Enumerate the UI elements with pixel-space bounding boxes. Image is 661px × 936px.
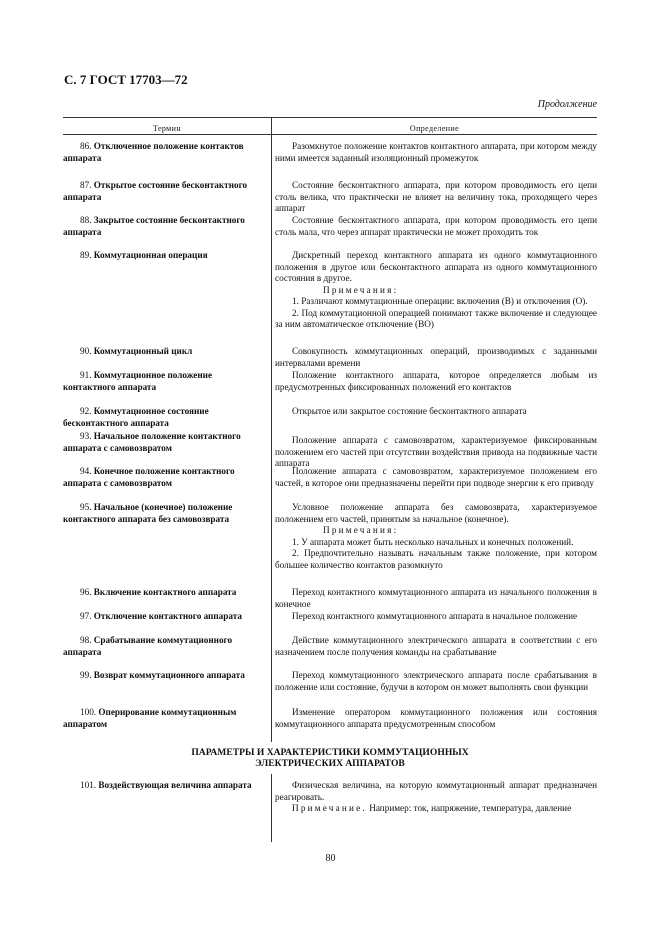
note-label: Примечание. (292, 803, 367, 813)
definition-cell: Разомкнутое положение контактов контактного аппарата, при котором между ними имеется заданный изоляционный промежуток (275, 141, 597, 163)
column-header-term: Термин (152, 124, 182, 133)
definition-cell: Совокупность коммутационных операций, производимых с заданными интервалами времени (275, 346, 597, 368)
definition-cell: Открытое или закрытое состояние бесконтактного аппарата (292, 406, 527, 416)
column-header-definition: Определение (409, 124, 460, 133)
table-header-rule (63, 134, 597, 135)
definition-cell: Переход коммутационного электрического аппарата после срабатывания в положение или состояние, будучи в котором он может выполнять свои функции (275, 670, 597, 692)
term-cell: 96. Включение контактного аппарата (80, 587, 237, 597)
term-cell: 86. Отключенное положение контактов аппарата (63, 141, 244, 163)
definition-cell: Положение аппарата с самовозвратом, характеризуемое фиксированным положением его частей при отсутствии воздействия привода на подвижные части аппарата (275, 435, 597, 468)
term-cell: 98. Срабатывание коммутационного аппарата (63, 635, 233, 657)
term-cell: 91. Коммутационное положение контактного аппарата (63, 370, 213, 392)
term-cell: 92. Коммутационное состояние бесконтактного аппарата (63, 406, 209, 428)
definition-cell: Положение аппарата с самовозвратом, характеризуемое положением его частей, в которое они предназначены перейти при подводе энергии к его приводу (275, 466, 597, 488)
definition-cell: Дискретный переход контактного аппарата из одного коммутационного положения в другое или бесконтактного аппарата из одного коммутационного состояния в другое. Примечания: 1. Различают коммутационные операции: включения (В) и отключения (О). 2. Под коммутационной операцией понимают также включение и следующее за ним автоматическое отключение (ВО) (275, 250, 597, 329)
term-cell: 94. Конечное положение контактного аппарата с самовозвратом (63, 466, 235, 488)
definition-cell: Состояние бесконтактного аппарата, при котором проводимость его цепи столь мала, что через аппарат практически не может проходить ток (275, 215, 597, 237)
definition-cell: Состояние бесконтактного аппарата, при котором проводимость его цепи столь велика, что практически не влияет на величину тока, проходящего через аппарат (275, 180, 597, 213)
term-cell: 101. Воздействующая величина аппарата (80, 780, 252, 790)
term-cell: 93. Начальное положение контактного аппарата с самовозвратом (63, 431, 241, 453)
term-cell: 100. Оперирование коммутационным аппаратом (63, 707, 237, 729)
section-title: ПАРАМЕТРЫ И ХАРАКТЕРИСТИКИ КОММУТАЦИОННЫХ ЭЛЕКТРИЧЕСКИХ АППАРАТОВ (191, 747, 469, 769)
term-cell: 87. Открытое состояние бесконтактного аппарата (63, 180, 248, 202)
definition-cell: Положение контактного аппарата, которое определяется любым из предусмотренных фиксированных положений его контактов (275, 370, 597, 392)
continuation-label: Продолжение (537, 99, 597, 110)
term-cell: 88. Закрытое состояние бесконтактного аппарата (63, 215, 245, 237)
column-divider (271, 117, 272, 742)
term-cell: 89. Коммутационная операция (80, 250, 208, 260)
definition-cell: Действие коммутационного электрического аппарата в соответствии с его назначением после получения команды на срабатывание (275, 635, 597, 657)
table-top-rule (63, 117, 597, 118)
note-label: Примечания: (323, 525, 399, 535)
page-number: 80 (325, 853, 336, 864)
definition-cell: Физическая величина, на которую коммутационный аппарат предназначен реагировать. Примечание. Например: ток, напряжение, температура, давление (275, 780, 597, 813)
term-cell: 90. Коммутационный цикл (80, 346, 193, 356)
definition-cell: Условное положение аппарата без самовозврата, характеризуемое положением его частей, принятым за начальное (конечное). Примечания: 1. У аппарата может быть несколько начальных и конечных положений. 2. Предпочтительно называть начальным также положение, при котором большее количество контактов разомкнуто (275, 502, 597, 570)
definition-cell: Переход контактного коммутационного аппарата из начального положения в конечное (275, 587, 597, 609)
term-cell: 99. Возврат коммутационного аппарата (80, 670, 245, 680)
column-divider-lower (271, 774, 272, 842)
definition-cell: Изменение оператором коммутационного положения или состояния коммутационного аппарата предусмотренным способом (275, 707, 597, 729)
term-cell: 97. Отключение контактного аппарата (80, 611, 242, 621)
note-label: Примечания: (323, 284, 399, 295)
term-cell: 95. Начальное (конечное) положение контактного аппарата без самовозврата (63, 502, 233, 524)
definition-cell: Переход контактного коммутационного аппарата в начальное положение (292, 611, 578, 621)
document-header: С. 7 ГОСТ 17703—72 (64, 72, 188, 87)
